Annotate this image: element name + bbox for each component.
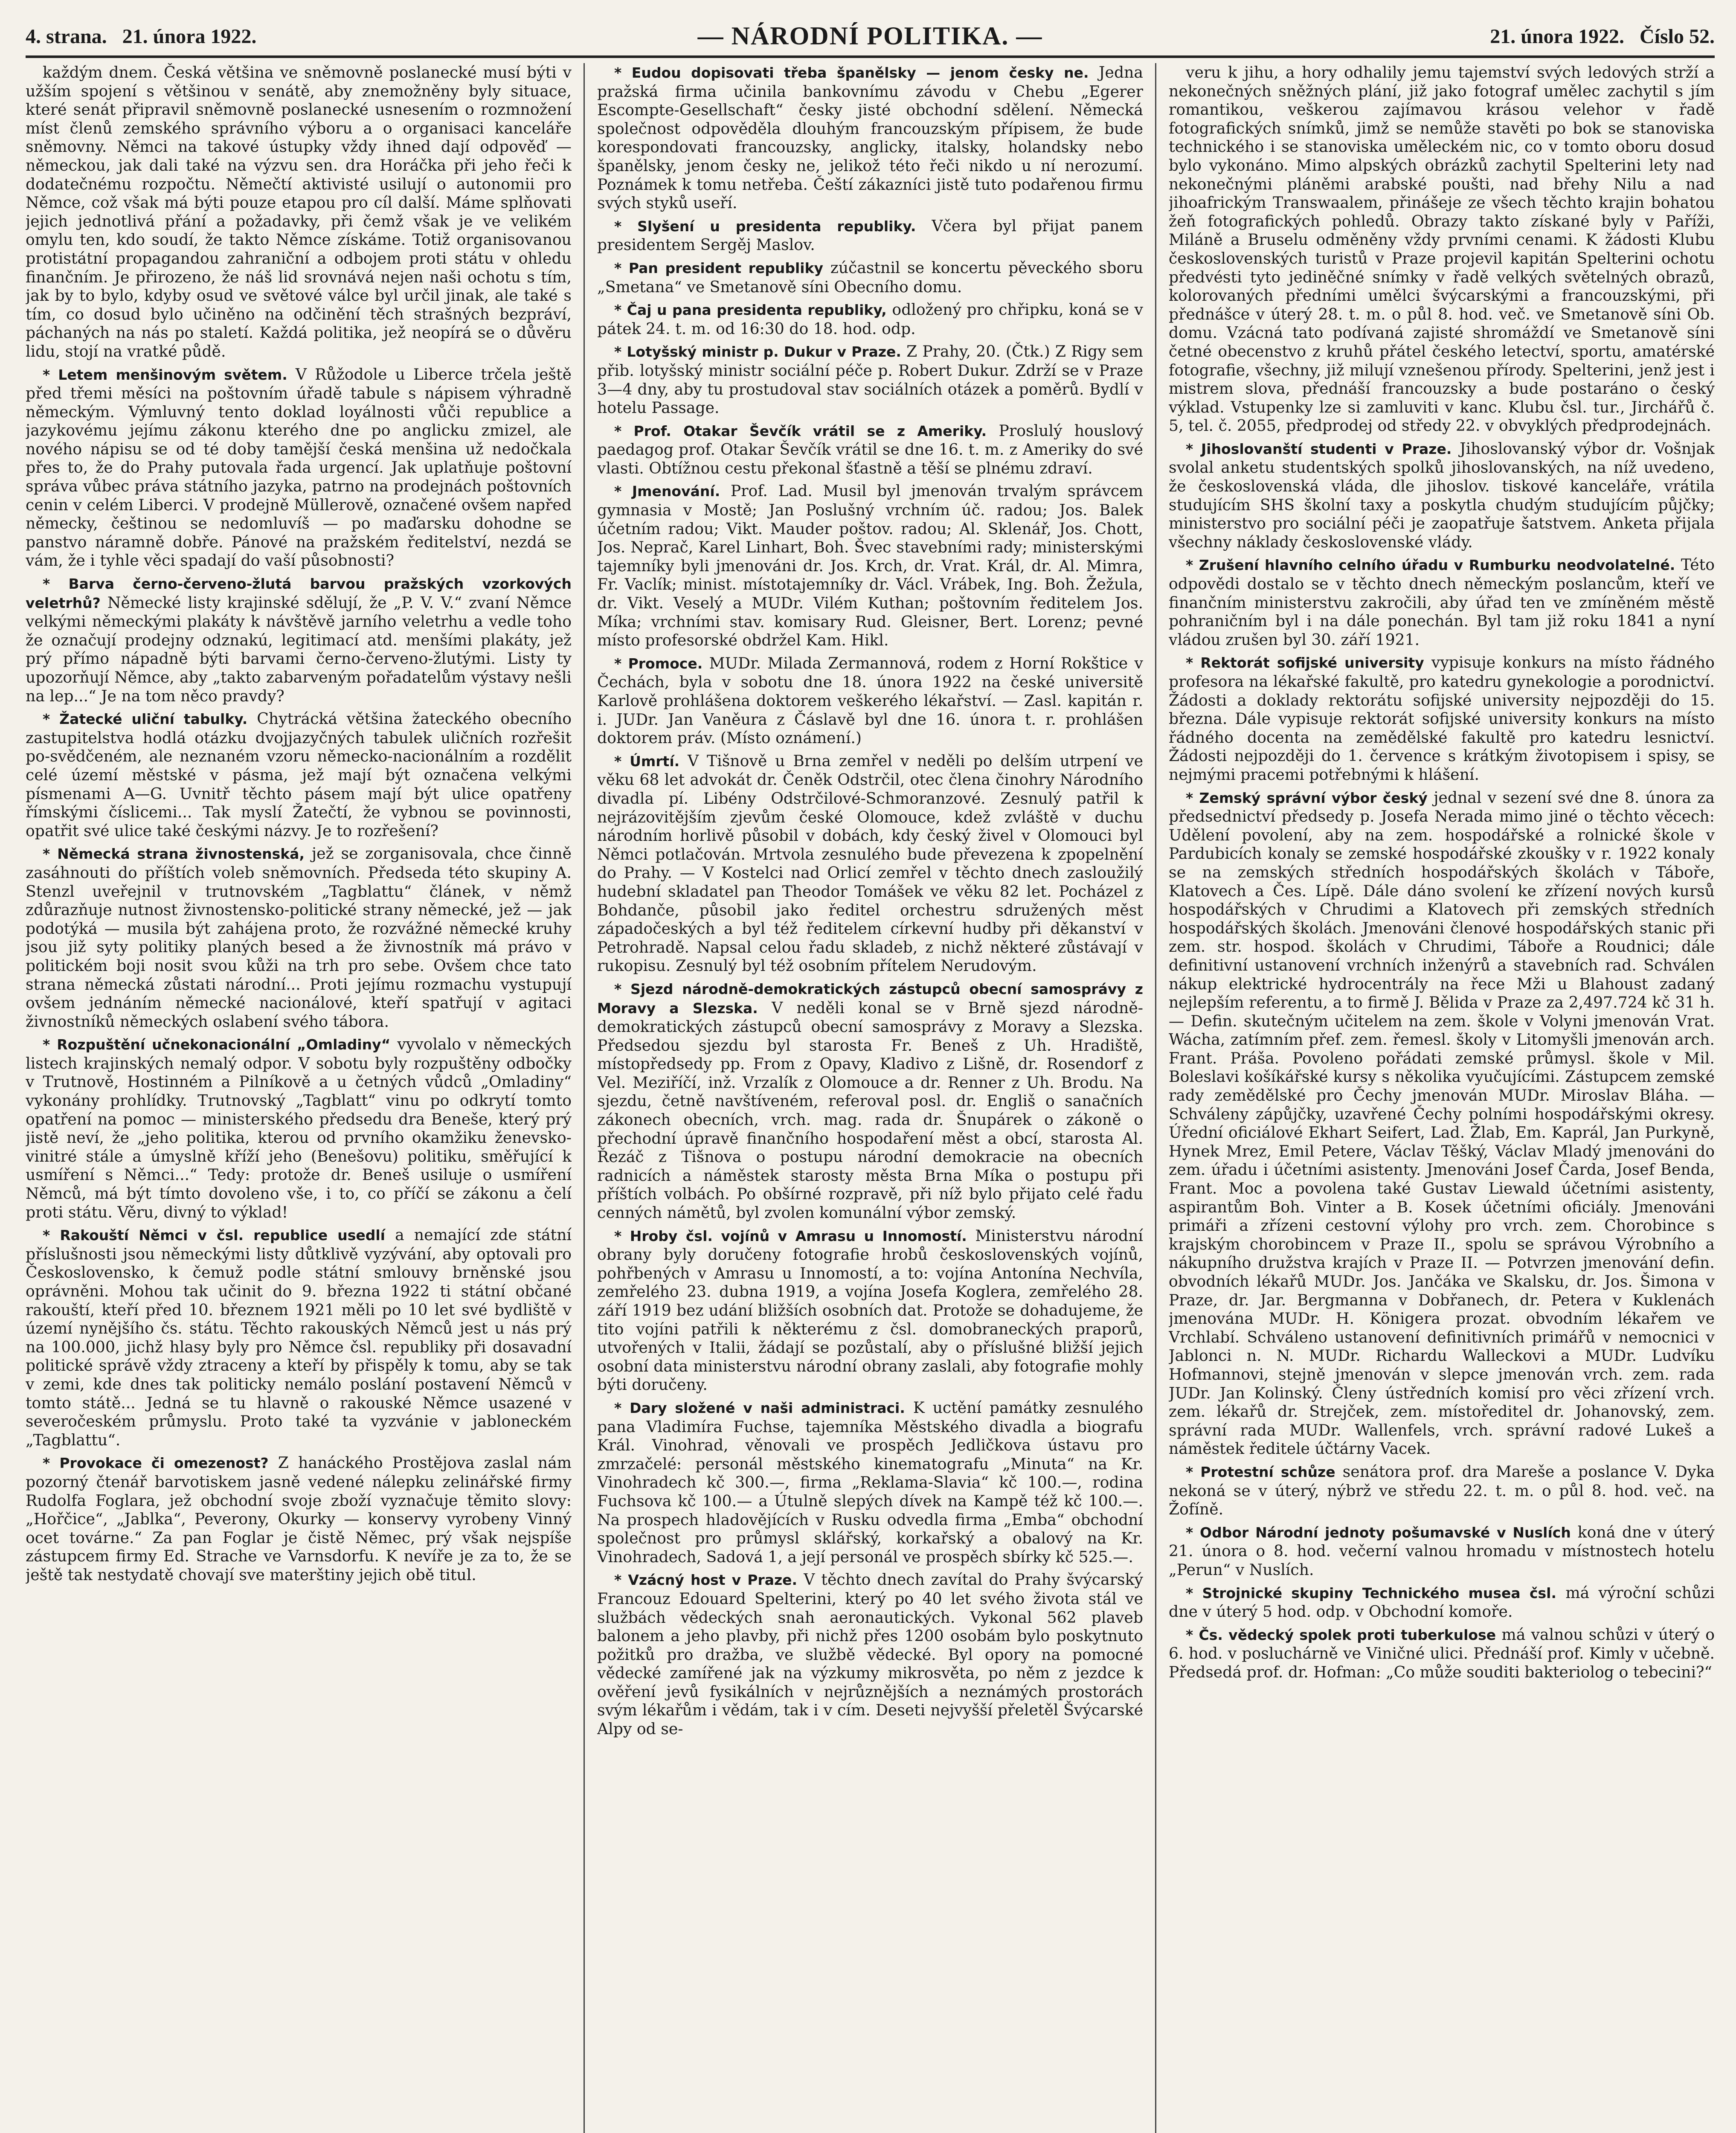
article-paragraph <box>26 1453 572 1584</box>
article-headline: * Rozpuštění učnekonacionální „Omladiny“ <box>43 1036 391 1053</box>
article-paragraph <box>597 1226 1143 1394</box>
article <box>597 1226 1143 1394</box>
article-text: každým dnem. Česká většina ve sněmovně poslanecké musí býti v užším spojení s většinou v senátě, aby znemožněny byly situace, které senát připravil sněmovně poslanecké usnesením o rozmnožení míst členů zemského správního výboru a o organisaci kanceláře sněmovny. Němci na takové ústupky vždy ihned dají odpověď — německou, jak dali také na výzvu sen. dra Horáčka při jeho řeči k dodatečnému rozpočtu. Němečtí aktivisté usilují o autonomii pro Němce, což však má býti pouze etapou pro cíl další. Máme splňovati jejich jednotlivá přání a požadavky, při čemž však je ve velikém omylu ten, kdo soudí, že takto Němce získáme. Totiž organisovanou protistátní propagandou zahraniční a odbojem proti státu v ohledu finančním. Je přirozeno, že náš lid srovnává nejen naši ochotu s tím, jak by to bylo, kdyby osud ve světové válce byl určil jinak, ale také s tím, co dosud bylo učiněno na odčinění těch strašných bezpráví, páchaných na nás po staletí. Každá politika, jež neopírá se o důvěru lidu, stojí na vratké půdě. <box>26 63 572 360</box>
article-text: koná dne v úterý 21. února o 8. hod. večerní valnou hromadu v místnostech hotelu „Perun“ v Nuslích. <box>1169 1523 1715 1579</box>
article-headline: * Sjezd národně-demokratických zástupců obecní samosprávy z Moravy a Slezska. <box>597 980 1143 1017</box>
article-text: Chytrácká většina žateckého obecního zastupitelstva hodlá otázku dvojjazyčných tabulek uličních rozřešit po-svědčeném, ale neznaném vzoru německo-nacionálním a rozdělit celé území městské v pásma, jež mají být označena velkými písmenami A—G. Uvnitř těchto pásem mají být ulice opatřeny římskými číslicemi... Tak myslí Žatečtí, že vybnou se povinnosti, opatřit své ulice také českými názvy. Je to rozřešení? <box>26 709 572 840</box>
article <box>26 1226 572 1449</box>
article <box>26 574 572 705</box>
article <box>1169 788 1715 1458</box>
header-date-right: 21. února 1922. <box>1490 25 1624 48</box>
article-paragraph <box>26 63 572 361</box>
article-headline: * Prof. Otakar Ševčík vrátil se z Ameriky. <box>614 422 987 439</box>
article-paragraph <box>26 365 572 570</box>
header-date-left: 21. února 1922. <box>122 25 257 48</box>
article-paragraph <box>597 63 1143 212</box>
article-text: veru k jihu, a hory odhalily jemu tajemství svých ledových strží a nekonečných sněžných plání, již jako fotograf umělec zachytil s jím romantikou, veškerou zajímavou krásou velehor v řadě fotografických snímků, jimž se nemůže stavěti po bok se stanoviska technického i se stanoviska uměleckém nic, co v tomto oboru dosud bylo vykonáno. Mimo alpských obrázků zachytil Spelterini lety nad nekonečnými pláněmi arabské poušti, nad břehy Nilu a nad jihoafrickým Transwaalem, přinášeje ze všech těchto krajin bohatou žeň fotografických pohledů. Obrazy takto získané byly v Paříži, Miláně a Bruselu odměněny vždy prvními cenami. K žádosti Klubu československých turistů v Praze projevil kapitán Spelterini ochotu předvésti tyto jediněčné snímky v řadě velkých světelných obrazů, kolorovaných předními umělci švýcarskými a francouzskými, při přednášce v úterý 28. t. m. o půl 8. hod. več. ve Smetanově síni Ob. domu. Vzácná tato podívaná zajisté shromáždí ve Smetanově síni četné obecenstvo z kruhů přátel českého letectví, sportu, amatérské fotografie, všechny, již milují vznešenou přírody. Spelterini, jenž jest i mistrem slova, přednáší francouzsky a bude postaráno o český výklad. Vstupenky lze si zamluviti v kanc. Klubu čsl. tur., Jirchářů č. 5, tel. č. 2055, předprodej od středy 22. v obvyklých předprodejnách. <box>1169 63 1715 435</box>
article-text: má výroční schůzi dne v úterý 5 hod. odp. v Obchodní komoře. <box>1169 1583 1715 1621</box>
article <box>26 365 572 570</box>
article-paragraph <box>597 421 1143 478</box>
column-divider <box>584 63 585 2133</box>
article-text: odložený pro chřipku, koná se v pátek 24. t. m. od 16:30 do 18. hod. odp. <box>597 300 1143 338</box>
article-paragraph <box>597 1570 1143 1738</box>
article-paragraph <box>26 574 572 705</box>
article-text: Německé listy krajinské sdělují, že „P. V. V.“ zvaní Němce velkými německými plakáty k návštěvě jarního veletrhu a vedle toho že označují prodejny odznakú, legitimací atd. menšími plakáty, jež prý přímo nápadně býti barvami černo-červeno-žlutými. Listy ty upozorňují Němce, aby „takto zabarveným pořadatelům výstavy nešli na lep...“ Je na tom něco pravdy? <box>26 593 572 705</box>
article-paragraph <box>597 300 1143 338</box>
article-headline: * Dary složené v naši administraci. <box>614 1399 905 1416</box>
article <box>597 342 1143 417</box>
article-text: V Růžodole u Liberce trčela ještě před třemi měsíci na poštovním úřadě tabule s nápisem výhradně německým. Výmluvný tento doklad loyálnosti vůči republice a jazykovému jejímu zákonu kterého dne po anglicku zmizel, ale nového nápisu se od té doby tamější česká menšina už nedočkala přes to, že do Prahy putovala řada urgencí. Jak uplatňuje poštovní správa vůbec práva státního jazyka, patrno na prodejnách poštovních cenin v celém Liberci. V prodejně Müllerově, označené ovšem napřed německy, češtinou se nedomluvíš — po maďarsku dohodne se panstvo náramně dobře. Pánové na pražském ředitelství, nezdá se vám, že i tyhle věci spadají do vaší působnosti? <box>26 365 572 570</box>
column-divider <box>1155 63 1156 2133</box>
article-headline: * Rektorát sofijské university <box>1186 654 1424 671</box>
article-text: jednal v sezení své dne 8. února za předsednictví předsedy p. Josefa Nerada mimo jiné o těchto věcech: Udělení povolení, aby na zem. hospodářské a rolnické škole v Pardubicích konaly se zemské hospodářské zkoušky v r. 1922 konaly se na zemských středních hospodářských školách v Táboře, Klatovech a Čes. Lípě. Dále dáno svolení ke zřízení nových kursů hospodářských v Chrudimi a Klatovech při zemských středních hospodářských školách. Jmenováni členové hospodářských stanic při zem. str. hospod. školách v Chrudimi, Táboře a Roudnici; dále definitivní ustanovení vrchních inženýrů a stavebních rad. Schválen nákup elektrické hydrocentrály na řece Mži u Blahoust zadaný nejlepším referentu, a to firmě J. Bělida v Praze za 2,497.724 kč 31 h. — Defin. skutečným učitelem na zem. škole v Volyni jmenován Vrat. Wácha, zatímním přef. zem. řemesl. školy v Litomyšli jmenován arch. Frant. Práša. Povoleno pořádati zemské průmysl. škole v Mil. Boleslavi košíkářské kursy s několika vyučujícími. Zástupcem zemské rady zemědělské pro Čechy jmenován MUDr. Miroslav Bláha. — Schváleny zápůjčky, uzavřené Čechy polními hospodářskými okresy. Úřední oficiálové Ekhart Seifert, Lad. Žlab, Em. Kaprál, Jan Purkyně, Hynek Mrez, Emil Petere, Václav Těšký, Václav Mladý jmenováni do zem. úřadu i účetními asistenty. Jmenováni Josef Čarda, Josef Benda, Frant. Moc a povolena také Gustav Liewald účetními asistenty, aspirantům Boh. Vinter a B. Kosek účetními oficiály. Jmenováni primáři a zřízeni cestovní výlohy pro vrch. zem. Chorobince s krajským chorobincem v Praze II., spolu se správou Výrobního a nákupního družstva krajích v Praze II. — Potvrzen jmenování defin. obvodních lékařů MUDr. Jos. Jančáka ve Skalsku, dr. Jos. Šimona v Praze, dr. Jar. Bergmanna v Dobřanech, dr. Petera v Kuklenách jmenována MUDr. H. Königera prozat. obvodním lékařem ve Vrchlabí. Schváleno ustanovení definitivních primářů v nemocnici v Jablonci n. N. MUDr. Richardu Walleckovi a MUDr. Ludvíku Hofmannovi, stejně jmenován v slepce jmenován vrch. zem. rada JUDr. Jan Kolinský. Členy ústředních komisí pro věci zřízení vrch. zem. lékařů dr. Strejček, zem. místoředitel dr. Johanovský, zem. správní rada MUDr. Wallenfels, vrch. správní radové Lukeš a náměstek ředitele účtárny Vacek. <box>1169 788 1715 1458</box>
article-paragraph <box>597 259 1143 296</box>
column-1 <box>26 63 572 2133</box>
article-headline: * Lotyšský ministr p. Dukur v Praze. <box>614 343 901 360</box>
article <box>1169 63 1715 435</box>
article-headline: * Zemský správní výbor český <box>1186 789 1428 806</box>
article-headline: * Čs. vědecký spolek proti tuberkulose <box>1186 1626 1496 1643</box>
page-number: 4. strana. <box>26 25 107 48</box>
article-text: K uctění památky zesnulého pana Vladimíra Fuchse, tajemníka Městského divadla a biografu Král. Vinohrad, věnovali ve prospěch Jedličkova ústavu pro zmrzačelé: personál městského kinematografu „Minuta“ na Kr. Vinohradech kč 300.—, firma „Reklama-Slavia“ kč 100.—, rodina Fuchsova kč 100.— a Útulně slepých dívek na Kampě též kč 100.—. Na prospech hladovějících v Rusku odvedla firma „Emba“ obchodní společnost pro průmysl sklářský, korkařský a obalový na Kr. Vinohradech, Sadová 1, a její personál ve prospěch sbírky kč 525.—. <box>597 1398 1143 1566</box>
article-paragraph <box>597 654 1143 747</box>
article-text: Prof. Lad. Musil byl jmenován trvalým správcem gymnasia v Mostě; Jan Poslušný vrchním úč. radou; Jos. Balek účetním radou; Vikt. Mauder poštov. radou; Al. Sklenář, Jos. Chott, Jos. Neprač, Karel Linhart, Boh. Švec stavebními rady; ministerskými tajemníky byli jmenováni dr. Jos. Krch, dr. Vrat. Král, dr. Al. Mimra, Fr. Vaclík; minist. místotajemníky dr. Václ. Vrábek, Ing. Boh. Žežula, dr. Vikt. Veselý a MUDr. Vilém Kuthan; poštovním ředitelem Jos. Míka; vrchními stav. komisary Rud. Gleisner, Bert. Lorenz; pevné místo profesorské obdržel Kam. Hikl. <box>597 482 1143 650</box>
article <box>26 844 572 1031</box>
article-paragraph <box>1169 1523 1715 1579</box>
article <box>597 259 1143 296</box>
article <box>597 1398 1143 1566</box>
article <box>26 709 572 840</box>
article-text: má valnou schůzi v úterý o 6. hod. v posluchárně ve Viničné ulici. Přednáší prof. Kimly v učebně. Předsedá prof. dr. Hofman: „Co může souditi bakteriolog o tebecini?“ <box>1169 1625 1715 1681</box>
article-paragraph <box>26 1226 572 1449</box>
article <box>1169 1584 1715 1621</box>
article-text: Této odpovědi dostalo se v těchto dnech německým poslancům, kteří ve finančním ministerstvu zakročili, aby úřad ten ve zmíněném městě pohraničním byl i na dále ponechán. Byl tam již roku 1841 a nyní vládou zrušen byl 30. září 1921. <box>1169 555 1715 649</box>
article <box>597 421 1143 478</box>
article-text: a nemající zde státní příslušnosti jsou německými listy důtklivě vyzývání, aby optovali pro Československo, k čemuž podle státní smlouvy brněnské jsou oprávněni. Mohou tak učinit do 9. března 1922 ti státní občané rakouští, kteří před 10. březnem 1921 měli po 10 let své bydliště v území nynějšího čs. státu. Těchto rakouských Němců jest u nás prý na 100.000, jichž hlasy byly pro Němce čsl. republiky při dosavadní politické správě vždy ztraceny a kteří by přispěly k tomu, aby se tak v zemi, kde dnes tak politicky nemálo poslání postavení Němců v tomto státě... Jedná se tu hlavně o rakouské Němce usazené v severočeském průmyslu. Proto také ta vyzvánie v jabloneckém „Tagblattu“. <box>26 1226 572 1449</box>
article <box>597 217 1143 254</box>
article-paragraph <box>26 1035 572 1221</box>
article-headline: * Strojnické skupiny Technického musea čsl. <box>1186 1584 1557 1601</box>
article-text: Z Prahy, 20. (Čtk.) Z Rigy sem přib. lotyšský ministr sociální péče p. Robert Dukur. Zdrží se v Praze 3—4 dny, aby tu prostudoval stav sociálních otázek a poměrů. Bydlí v hotelu Passage. <box>597 342 1143 417</box>
article-paragraph <box>1169 788 1715 1458</box>
article-paragraph <box>597 752 1143 975</box>
article-text: zúčastnil se koncertu pěveckého sboru „Smetana“ ve Smetanově síni Obecního domu. <box>597 258 1143 296</box>
article-text: jež se zorganisovala, chce činně zasáhnouti do příštích voleb sněmovních. Předseda této skupiny A. Stenzl uveřejnil v trutnovském „Tagblattu“ článek, v němž zdůrazňuje nutnost živnostensko-politické strany německé, jež — jak podotýká — musila být zahájena proto, že rozvážné německé kruhy jsou již syty politiky planých besed a že živnostník má právo v politickém boji nosit svou kůži na trh pro sebe. Ovšem chce tato strana německá zůstati národní... Proti jejímu rozmachu vystupují ovšem jednáním německé nacionálové, kteří spatřují v agitaci živnostníků německých oslabení svého tábora. <box>26 844 572 1031</box>
page-header <box>26 17 1715 58</box>
article-paragraph <box>26 709 572 840</box>
article-paragraph <box>1169 1584 1715 1621</box>
article-text: Jedna pražská firma učinila bankovnímu závodu v Chebu „Egerer Escompte-Gesellschaft“ česky jisté obchodní sdělení. Německá společnost odpověděla dlouhým francouzským přípisem, že bude korespondovati francouzsky, anglicky, italsky, holandsky nebo španělsky, jenom česky ne, jelikož této řeči nikdo u ní nerozumí. Poznámek k tomu netřeba. Čeští zákazníci jistě tuto podařenou firmu svých styků useří. <box>597 63 1143 212</box>
article <box>597 752 1143 975</box>
article-paragraph <box>26 844 572 1031</box>
article-paragraph <box>1169 439 1715 552</box>
article-headline: * Žatecké uliční tabulky. <box>43 711 248 728</box>
article-paragraph <box>1169 1625 1715 1682</box>
article-headline: * Barva černo-červeno-žlutá barvou pražských vzorkových veletrhů? <box>26 575 572 611</box>
article-headline: * Provokace či omezenost? <box>43 1455 269 1472</box>
article-headline: * Vzácný host v Praze. <box>614 1572 798 1589</box>
article <box>1169 1462 1715 1519</box>
article <box>1169 439 1715 552</box>
article <box>597 654 1143 747</box>
article-text: MUDr. Milada Zermannová, rodem z Horní Rokštice v Čechách, byla v sobotu dne 18. února 1922 na české universitě Karlově prohlášena doktorem veškerého lékařství. — Zasl. kapitán r. i. JUDr. Jan Vaněura z Čáslavě byl dne 16. února t. r. prohlášen doktorem práv. (Místo oznámení.) <box>597 654 1143 747</box>
article-paragraph <box>1169 1462 1715 1519</box>
article-paragraph <box>597 217 1143 254</box>
article-text: Jihoslovanský výbor dr. Vošnjak svolal anketu studentských spolků jihoslovanských, na níž uvedeno, že československá vláda, dle jihoslov. tiskové kanceláře, vrátila studujícím SHS školní taxy a poskytla chudým studujícím půjčky; ministerstvo pro sociální péči je zaopatřuje šatstvem. Anketa přijala všechny náklady československé vlády. <box>1169 439 1715 551</box>
article <box>1169 1625 1715 1682</box>
article <box>1169 555 1715 649</box>
article-text: V Tišnově u Brna zemřel v neděli po delším utrpení ve věku 68 let advokát dr. Čeněk Odstrčil, otec člena činohry Národního divadla pí. Libény Odstrčilové-Schmoranzové. Zesnulý patřil k nejrázovitějším zjevům české Olomouce, kdež zvláště v duchu národním horlivě působil v dobách, kdy český živel v Olomouci byl Němci potlačován. Mrtvola zesnulého bude převezena k zpopelnění do Prahy. — V Kostelci nad Orlicí zemřel v těchto dnech zasloužilý hudební skladatel pan Theodor Tomášek ve věku 82 let. Pocházel z Bohdanče, působil jako ředitel orchestru sdružených měst západočeských a byl též ředitelem církevní hudby při děkanství v Petrohradě. Napsal celou řadu skladeb, z nichž některé zůstávají v rukopisu. Zesnulý byl též osobním přítelem Nerudovým. <box>597 751 1143 975</box>
article <box>597 482 1143 649</box>
article-text: V neděli konal se v Brně sjezd národně-demokratických zástupců obecní samosprávy z Moravy a Slezska. Předsedou sjezdu byl starosta Fr. Beneš z Uh. Hradiště, místopředsedy pp. From z Opavy, Kladivo z Lišně, dr. Rosendorf z Vel. Meziříčí, inž. Vrzalík z Olomouce a dr. Renner z Uh. Brodu. Na sjezdu, četně navštíveném, referoval posl. dr. Engliš o sanačních zákonech obecních, vrch. mag. rada dr. Šnupárek o zákoně o přechodní úpravě finančního hospodaření měst a obcí, starosta Al. Řezáč z Tišnova o postupu národní demokracie na obecních radnicích a náměstek starosty města Brna Míka o postupu při příštích volbách. Po obšírné rozpravě, při níž bylo přijato celé řadu cenných námětů, byl zvolen komunální výbor zemský. <box>597 998 1143 1222</box>
article <box>597 1570 1143 1738</box>
article-text: Proslulý houslový paedagog prof. Otakar Ševčík vrátil se dne 16. t. m. z Ameriky do své vlasti. Obtížnou cestu překonal šťastně a těší se plnému zdraví. <box>597 421 1143 477</box>
article-text: Z hanáckého Prostějova zaslal nám pozorný čtenář barvotiskem jasně vedené nálepku zelinářské firmy Rudolfa Foglara, jež obchodní svoje zboží vyznačuje těmito slovy: „Hořčice“, „Jablka“, Peverony, Okurky — konservy vyrobeny Vinný ocet továrne.“ Za pan Foglar je čistě Němec, prý však nejspíše zástupcem firmy Ed. Strache ve Varnsdorfu. K nevíře je za to, že se ještě tak nestydatě chovají sve materštiny jejich obě titul. <box>26 1453 572 1584</box>
article-paragraph <box>597 342 1143 417</box>
article-headline: * Zrušení hlavního celního úřadu v Rumburku neodvolatelné. <box>1186 557 1675 574</box>
article-paragraph <box>597 482 1143 649</box>
article-headline: * Úmrtí. <box>614 753 680 770</box>
issue-number: Číslo 52. <box>1639 25 1715 48</box>
article-text: Včera byl přijat panem presidentem Sergěj Maslov. <box>597 216 1143 254</box>
article-paragraph <box>1169 555 1715 649</box>
masthead-title: — NÁRODNÍ POLITIKA. — <box>697 22 1043 50</box>
article-headline: * Čaj u pana presidenta republiky, <box>614 302 887 319</box>
article-text: vypisuje konkurs na místo řádného profesora na lékařské fakultě, pro katedru gynekologie a porodnictví. Žádosti a doklady rektorátu sofijské university nejpozději do 15. března. Dále vypisuje rektorát sofijské university konkurs na místo řádného docenta na zemědělské fakultě pro katedru lesnictví. Žádosti nejpozději do 1. července s krátkým životopisem i spisy, se nejmými pracemi potřebnými k hlášení. <box>1169 653 1715 784</box>
newspaper-page <box>26 17 1715 2133</box>
article-headline: * Rakouští Němci v čsl. republice usedlí <box>43 1227 385 1244</box>
article-headline: * Hroby čsl. vojínů v Amrasu u Innomostí. <box>614 1227 967 1244</box>
article-text: V těchto dnech zavítal do Prahy švýcarský Francouz Edouard Spelterini, který po 40 let svého života stál ve službách vědeckých snah aeronautických. Vykonal 562 plaveb balonem a jeho plavby, při nichž přes 1200 osobám bylo poskytnuto požitků pro dražba, ve službě vědecké. Byl opory na pomocné vědecké zamířené jak na výzkumy mikrosvěta, po něm z jezdce k ověření jevů fysikálních v nejrůznějších a neznámých prostorách svým lékařům i vědám, tak i v cím. Deseti nejvyšší přeletěl Švýcarské Alpy od se- <box>597 1570 1143 1738</box>
article <box>1169 653 1715 784</box>
column-3 <box>1169 63 1715 2133</box>
article-headline: * Slyšení u presidenta republiky. <box>614 218 916 235</box>
article-text: senátora prof. dra Mareše a poslance V. Dyka nekoná se v úterý, nýbrž ve středu 22. t. m. o půl 8. hod. več. na Žofíně. <box>1169 1462 1715 1519</box>
header-right <box>1490 25 1715 48</box>
article-headline: * Promoce. <box>614 655 703 672</box>
article <box>26 1035 572 1221</box>
column-2 <box>597 63 1143 2133</box>
article-headline: * Eudou dopisovati třeba španělsky — jenom česky ne. <box>614 64 1089 81</box>
article-headline: * Německá strana živnostenská, <box>43 846 305 863</box>
article-paragraph <box>597 1398 1143 1566</box>
article <box>26 1453 572 1584</box>
article-paragraph <box>1169 653 1715 784</box>
article <box>597 300 1143 338</box>
article-paragraph <box>1169 63 1715 435</box>
article-text: vyvolalo v německých listech krajinských nemalý odpor. V sobotu byly rozpuštěny odbočky v Trutnově, Hostinném a Pilníkově a u četných vůdců „Omladiny“ vykonány prohlídky. Trutnovský „Tagblatt“ vinu po odkrytí tomto opatření na pomoc — ministerského předsedu dra Beneše, který prý jistě neví, že „jeho politika, kterou od prvního okamžiku ženevsko-vinitré stále a úmyslně kříží jeho (Benešovu) politiku, směřující k usmíření s Němci...“ Tedy: protože dr. Beneš usiluje o usmíření Němců, má být tímto dovoleno vše, i to, co příčí se zákonu a čelí proti státu. Věru, divný to výklad! <box>26 1035 572 1221</box>
article <box>597 979 1143 1222</box>
article-headline: * Jihoslovanští studenti v Praze. <box>1186 440 1452 457</box>
article-headline: * Protestní schůze <box>1186 1463 1335 1480</box>
article <box>26 63 572 361</box>
article <box>1169 1523 1715 1579</box>
article <box>597 63 1143 212</box>
article-headline: * Jmenování. <box>614 483 720 500</box>
article-headline: * Pan president republiky <box>614 259 824 276</box>
article-text: Ministerstvu národní obrany byly doručeny fotografie hrobů československých vojínů, pohřbených v Amrasu u Innomostí, a to: vojína Antonína Nechvíla, zemřelého 23. dubna 1919, a vojína Josefa Koglera, zemřelého 28. září 1919 bez udání bližších osobních dat. Protože se dohadujeme, že tito vojíni patřili k některému z čsl. domobraneckých praporů, utvořených v Italii, žádají se pozůstalí, aby o příslušné bližší jejich osobní data ministerstvu národní obrany zaslali, aby fotografie mohly býti doručeny. <box>597 1226 1143 1394</box>
article-headline: * Letem menšinovým světem. <box>43 366 287 383</box>
article-headline: * Odbor Národní jednoty pošumavské v Nuslích <box>1186 1524 1571 1541</box>
article-paragraph <box>597 979 1143 1222</box>
